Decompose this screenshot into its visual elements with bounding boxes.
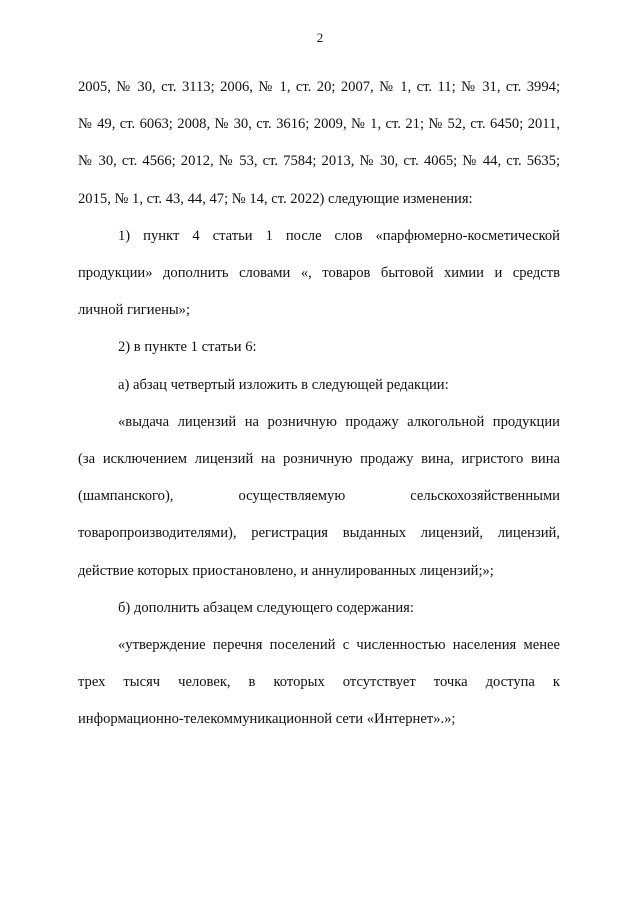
text-line: б) дополнить абзацем следующего содержания: — [118, 599, 414, 616]
page-number: 2 — [316, 30, 324, 45]
text-line: а) абзац четвертый изложить в следующей редакции: — [118, 376, 449, 393]
text-line: 2) в пункте 1 статьи 6: — [118, 339, 257, 356]
text-line: 2015, № 1, ст. 43, 44, 47; № 14, ст. 2022) следующие изменения: — [78, 190, 473, 207]
paragraph-subitem-b — [78, 590, 560, 627]
text-line: продукции» дополнить словами «, товаров бытовой химии и средств — [78, 265, 560, 282]
paragraph-quote-licenses — [78, 404, 560, 590]
paragraph-subitem-a — [78, 367, 560, 404]
text-line: 1) пункт 4 статьи 1 после слов «парфюмерно-косметической — [118, 227, 560, 244]
text-line: трех тысяч человек, в которых отсутствует точка доступа к — [78, 674, 560, 691]
text-line: № 30, ст. 4566; 2012, № 53, ст. 7584; 2013, № 30, ст. 4065; № 44, ст. 5635; — [78, 153, 560, 170]
paragraph-item-1 — [78, 218, 560, 330]
text-line: 2005, № 30, ст. 3113; 2006, № 1, ст. 20; 2007, № 1, ст. 11; № 31, ст. 3994; — [78, 79, 560, 95]
text-line: товаропроизводителями), регистрация выданных лицензий, лицензий, — [78, 525, 560, 542]
text-line: № 49, ст. 6063; 2008, № 30, ст. 3616; 2009, № 1, ст. 21; № 52, ст. 6450; 2011, — [78, 116, 560, 133]
text-line: (шампанского), осуществляемую сельскохозяйственными — [78, 488, 560, 505]
text-line: информационно-телекоммуникационной сети «Интернет».»; — [78, 711, 456, 728]
text-line: «выдача лицензий на розничную продажу алкогольной продукции — [118, 413, 560, 430]
paragraph-sources-continuation — [78, 69, 560, 218]
text-line: «утверждение перечня поселений с численностью населения менее — [118, 637, 560, 654]
paragraph-quote-settlements — [78, 627, 560, 739]
paragraph-item-2 — [78, 329, 560, 366]
document-body — [78, 69, 560, 739]
text-line: (за исключением лицензий на розничную продажу вина, игристого вина — [78, 451, 560, 468]
text-line: личной гигиены»; — [78, 302, 191, 319]
text-line: действие которых приостановлено, и аннулированных лицензий;»; — [78, 562, 494, 579]
